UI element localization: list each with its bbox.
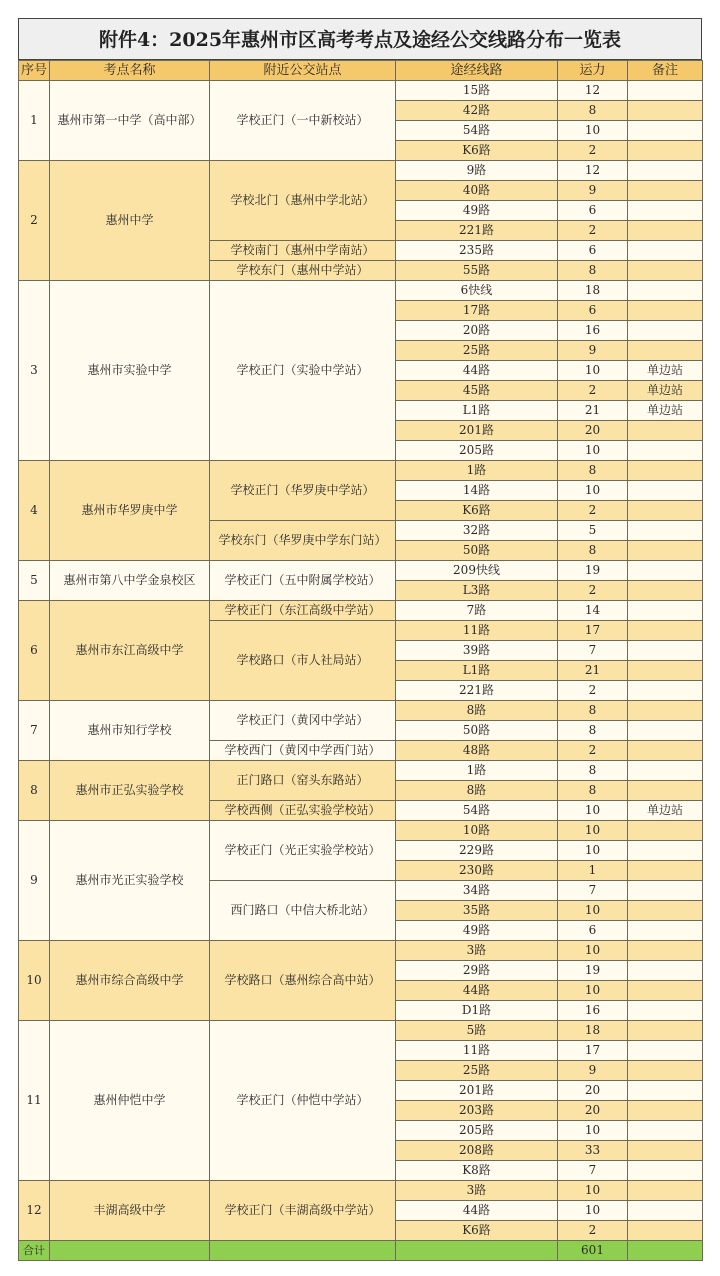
exam-site-name: 惠州市正弘实验学校: [50, 761, 210, 821]
bus-station-name: 学校正门（丰湖高级中学站）: [210, 1181, 396, 1241]
table-row: [19, 161, 703, 181]
note: [628, 461, 703, 481]
bus-station-name: 学校正门（五中附属学校站）: [210, 561, 396, 601]
note: [628, 221, 703, 241]
capacity: 2: [558, 501, 628, 521]
note: [628, 321, 703, 341]
note: [628, 281, 703, 301]
bus-line: 10路: [396, 821, 558, 841]
bus-line: 29路: [396, 961, 558, 981]
bus-line: 1路: [396, 761, 558, 781]
capacity: 7: [558, 641, 628, 661]
exam-site-name: 惠州市第八中学金泉校区: [50, 561, 210, 601]
note: [628, 601, 703, 621]
capacity: 7: [558, 1161, 628, 1181]
exam-site-name: 惠州市综合高级中学: [50, 941, 210, 1021]
bus-line: 203路: [396, 1101, 558, 1121]
capacity: 33: [558, 1141, 628, 1161]
capacity: 8: [558, 261, 628, 281]
capacity: 8: [558, 541, 628, 561]
bus-line: 48路: [396, 741, 558, 761]
note: [628, 761, 703, 781]
capacity: 10: [558, 901, 628, 921]
note: [628, 81, 703, 101]
bus-station-name: 学校正门（华罗庚中学站）: [210, 461, 396, 521]
capacity: 9: [558, 181, 628, 201]
exam-site-number: 7: [19, 701, 50, 761]
capacity: 10: [558, 361, 628, 381]
capacity: 2: [558, 1221, 628, 1241]
bus-line: 11路: [396, 621, 558, 641]
capacity: 8: [558, 781, 628, 801]
capacity: 21: [558, 661, 628, 681]
note: 单边站: [628, 381, 703, 401]
note: [628, 961, 703, 981]
header-cell: 考点名称: [50, 61, 210, 81]
bus-line: 55路: [396, 261, 558, 281]
bus-station-name: 学校正门（实验中学站）: [210, 281, 396, 461]
table-body: [19, 81, 703, 1241]
header-cell: 途经线路: [396, 61, 558, 81]
note: [628, 861, 703, 881]
exam-site-name: 惠州市第一中学（高中部）: [50, 81, 210, 161]
bus-line: 5路: [396, 1021, 558, 1041]
bus-station-name: 学校正门（仲恺中学站）: [210, 1021, 396, 1181]
capacity: 21: [558, 401, 628, 421]
note: [628, 941, 703, 961]
bus-line: 201路: [396, 1081, 558, 1101]
table-row: [19, 461, 703, 481]
note: [628, 701, 703, 721]
bus-line: 25路: [396, 1061, 558, 1081]
capacity: 18: [558, 281, 628, 301]
bus-line: 54路: [396, 801, 558, 821]
capacity: 17: [558, 621, 628, 641]
bus-station-name: 学校西门（黄冈中学西门站）: [210, 741, 396, 761]
capacity: 20: [558, 1081, 628, 1101]
bus-line: 1路: [396, 461, 558, 481]
capacity: 16: [558, 1001, 628, 1021]
exam-site-name: 惠州中学: [50, 161, 210, 281]
bus-line: K6路: [396, 141, 558, 161]
capacity: 16: [558, 321, 628, 341]
capacity: 10: [558, 1181, 628, 1201]
capacity: 7: [558, 881, 628, 901]
exam-site-name: 惠州市光正实验学校: [50, 821, 210, 941]
bus-station-name: 学校路口（惠州综合高中站）: [210, 941, 396, 1021]
note: [628, 641, 703, 661]
bus-line: 11路: [396, 1041, 558, 1061]
note: [628, 1041, 703, 1061]
capacity: 20: [558, 1101, 628, 1121]
header-row: [19, 61, 703, 81]
capacity: 10: [558, 821, 628, 841]
note: 单边站: [628, 401, 703, 421]
note: [628, 481, 703, 501]
bus-station-name: 西门路口（中信大桥北站）: [210, 881, 396, 941]
note: [628, 141, 703, 161]
exam-site-number: 8: [19, 761, 50, 821]
bus-line: 42路: [396, 101, 558, 121]
bus-line: 14路: [396, 481, 558, 501]
capacity: 9: [558, 341, 628, 361]
capacity: 8: [558, 461, 628, 481]
capacity: 18: [558, 1021, 628, 1041]
total-empty-cell: [50, 1241, 210, 1261]
bus-line: 44路: [396, 361, 558, 381]
header-cell: 附近公交站点: [210, 61, 396, 81]
note: [628, 901, 703, 921]
note: [628, 1121, 703, 1141]
note: [628, 541, 703, 561]
note: [628, 241, 703, 261]
capacity: 20: [558, 421, 628, 441]
bus-station-name: 学校北门（惠州中学北站）: [210, 161, 396, 241]
bus-line: 221路: [396, 681, 558, 701]
document-title: 附件4：2025年惠州市区高考考点及途经公交线路分布一览表: [18, 18, 702, 60]
table-row: [19, 601, 703, 621]
bus-line: 44路: [396, 1201, 558, 1221]
note: [628, 1161, 703, 1181]
note: 单边站: [628, 361, 703, 381]
note: [628, 1001, 703, 1021]
exam-site-number: 2: [19, 161, 50, 281]
bus-line: 39路: [396, 641, 558, 661]
bus-line: 3路: [396, 941, 558, 961]
bus-line: 17路: [396, 301, 558, 321]
note: [628, 921, 703, 941]
header-cell: 运力: [558, 61, 628, 81]
capacity: 2: [558, 141, 628, 161]
capacity: 5: [558, 521, 628, 541]
capacity: 6: [558, 241, 628, 261]
note: [628, 181, 703, 201]
note: [628, 1021, 703, 1041]
bus-line: 49路: [396, 201, 558, 221]
exam-site-number: 5: [19, 561, 50, 601]
capacity: 6: [558, 301, 628, 321]
bus-line: 205路: [396, 1121, 558, 1141]
note: [628, 681, 703, 701]
note: [628, 121, 703, 141]
capacity: 10: [558, 441, 628, 461]
bus-station-name: 学校正门（黄冈中学站）: [210, 701, 396, 741]
bus-line: 34路: [396, 881, 558, 901]
bus-line: K8路: [396, 1161, 558, 1181]
header-cell: 序号: [19, 61, 50, 81]
capacity: 8: [558, 101, 628, 121]
note: 单边站: [628, 801, 703, 821]
bus-line: 230路: [396, 861, 558, 881]
bus-line: 44路: [396, 981, 558, 1001]
capacity: 12: [558, 81, 628, 101]
bus-line: K6路: [396, 501, 558, 521]
bus-station-name: 学校正门（光正实验学校站）: [210, 821, 396, 881]
bus-line: 25路: [396, 341, 558, 361]
total-empty-cell: [396, 1241, 558, 1261]
bus-line: L3路: [396, 581, 558, 601]
bus-line: L1路: [396, 661, 558, 681]
exam-site-name: 惠州市知行学校: [50, 701, 210, 761]
total-capacity: 601: [558, 1241, 628, 1261]
capacity: 8: [558, 761, 628, 781]
bus-line: 9路: [396, 161, 558, 181]
capacity: 10: [558, 481, 628, 501]
bus-line: 3路: [396, 1181, 558, 1201]
capacity: 10: [558, 801, 628, 821]
note: [628, 1061, 703, 1081]
note: [628, 741, 703, 761]
bus-line: 205路: [396, 441, 558, 461]
note: [628, 1201, 703, 1221]
note: [628, 201, 703, 221]
note: [628, 501, 703, 521]
capacity: 10: [558, 941, 628, 961]
capacity: 2: [558, 381, 628, 401]
table-row: [19, 561, 703, 581]
note: [628, 981, 703, 1001]
bus-line: 50路: [396, 541, 558, 561]
note: [628, 841, 703, 861]
capacity: 10: [558, 841, 628, 861]
bus-line: 20路: [396, 321, 558, 341]
note: [628, 621, 703, 641]
exam-site-number: 4: [19, 461, 50, 561]
capacity: 2: [558, 581, 628, 601]
bus-line: 40路: [396, 181, 558, 201]
bus-line: 201路: [396, 421, 558, 441]
bus-station-name: 学校西侧（正弘实验学校站）: [210, 801, 396, 821]
bus-line: 8路: [396, 701, 558, 721]
note: [628, 161, 703, 181]
bus-route-table: [18, 60, 703, 1261]
exam-site-number: 12: [19, 1181, 50, 1241]
table-row: [19, 281, 703, 301]
note: [628, 821, 703, 841]
exam-site-number: 3: [19, 281, 50, 461]
exam-site-name: 惠州市实验中学: [50, 281, 210, 461]
note: [628, 581, 703, 601]
bus-line: 45路: [396, 381, 558, 401]
capacity: 19: [558, 961, 628, 981]
bus-station-name: 学校南门（惠州中学南站）: [210, 241, 396, 261]
exam-site-name: 丰湖高级中学: [50, 1181, 210, 1241]
exam-site-number: 1: [19, 81, 50, 161]
note: [628, 1221, 703, 1241]
capacity: 10: [558, 1121, 628, 1141]
exam-site-number: 9: [19, 821, 50, 941]
capacity: 2: [558, 221, 628, 241]
capacity: 2: [558, 741, 628, 761]
capacity: 17: [558, 1041, 628, 1061]
table-row: [19, 1181, 703, 1201]
note: [628, 521, 703, 541]
bus-station-name: 学校路口（市人社局站）: [210, 621, 396, 701]
capacity: 8: [558, 701, 628, 721]
bus-line: 6快线: [396, 281, 558, 301]
note: [628, 341, 703, 361]
total-empty-cell: [628, 1241, 703, 1261]
table-row: [19, 1021, 703, 1041]
total-row: [19, 1241, 703, 1261]
table-row: [19, 821, 703, 841]
bus-line: 229路: [396, 841, 558, 861]
capacity: 6: [558, 201, 628, 221]
document-sheet: [18, 18, 702, 1261]
note: [628, 881, 703, 901]
exam-site-number: 11: [19, 1021, 50, 1181]
bus-line: 35路: [396, 901, 558, 921]
capacity: 6: [558, 921, 628, 941]
note: [628, 261, 703, 281]
bus-station-name: 学校东门（华罗庚中学东门站）: [210, 521, 396, 561]
capacity: 8: [558, 721, 628, 741]
bus-line: 50路: [396, 721, 558, 741]
total-label: 合计: [19, 1241, 50, 1261]
note: [628, 1141, 703, 1161]
note: [628, 1081, 703, 1101]
bus-station-name: 学校正门（一中新校站）: [210, 81, 396, 161]
note: [628, 301, 703, 321]
capacity: 2: [558, 681, 628, 701]
bus-line: 221路: [396, 221, 558, 241]
bus-line: K6路: [396, 1221, 558, 1241]
capacity: 19: [558, 561, 628, 581]
note: [628, 1181, 703, 1201]
bus-line: D1路: [396, 1001, 558, 1021]
table-row: [19, 941, 703, 961]
table-row: [19, 81, 703, 101]
note: [628, 721, 703, 741]
note: [628, 101, 703, 121]
capacity: 14: [558, 601, 628, 621]
exam-site-name: 惠州仲恺中学: [50, 1021, 210, 1181]
bus-line: 8路: [396, 781, 558, 801]
bus-line: 235路: [396, 241, 558, 261]
bus-line: L1路: [396, 401, 558, 421]
exam-site-number: 6: [19, 601, 50, 701]
total-empty-cell: [210, 1241, 396, 1261]
exam-site-number: 10: [19, 941, 50, 1021]
bus-line: 49路: [396, 921, 558, 941]
exam-site-name: 惠州市东江高级中学: [50, 601, 210, 701]
header-cell: 备注: [628, 61, 703, 81]
note: [628, 421, 703, 441]
capacity: 10: [558, 121, 628, 141]
capacity: 1: [558, 861, 628, 881]
bus-line: 54路: [396, 121, 558, 141]
bus-line: 32路: [396, 521, 558, 541]
table-row: [19, 761, 703, 781]
note: [628, 441, 703, 461]
note: [628, 781, 703, 801]
capacity: 10: [558, 1201, 628, 1221]
note: [628, 661, 703, 681]
capacity: 12: [558, 161, 628, 181]
capacity: 10: [558, 981, 628, 1001]
bus-station-name: 学校正门（东江高级中学站）: [210, 601, 396, 621]
bus-line: 7路: [396, 601, 558, 621]
bus-line: 15路: [396, 81, 558, 101]
bus-station-name: 正门路口（窑头东路站）: [210, 761, 396, 801]
bus-station-name: 学校东门（惠州中学站）: [210, 261, 396, 281]
bus-line: 208路: [396, 1141, 558, 1161]
capacity: 9: [558, 1061, 628, 1081]
note: [628, 1101, 703, 1121]
note: [628, 561, 703, 581]
table-row: [19, 701, 703, 721]
exam-site-name: 惠州市华罗庚中学: [50, 461, 210, 561]
bus-line: 209快线: [396, 561, 558, 581]
